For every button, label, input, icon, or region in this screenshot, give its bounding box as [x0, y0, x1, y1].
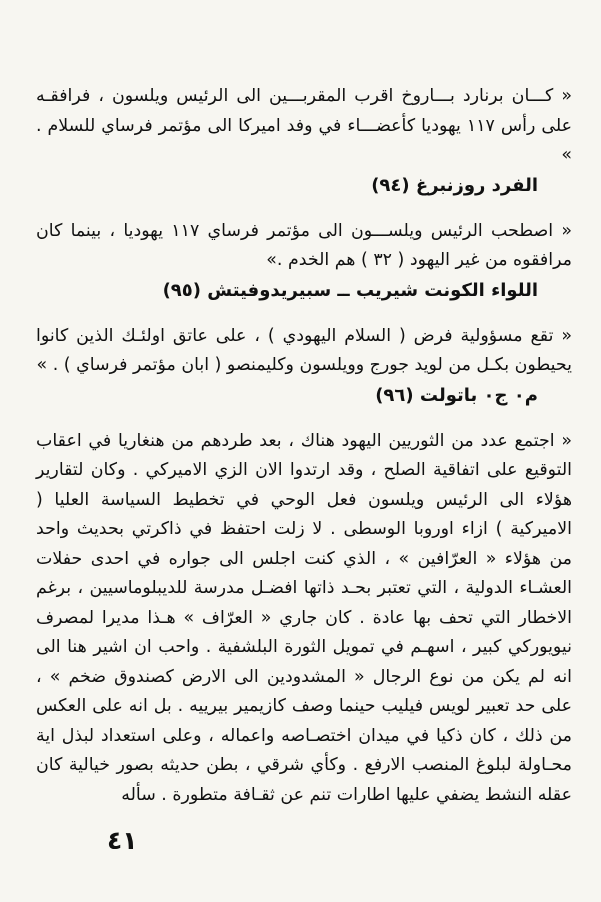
page-number: ٤١ [107, 826, 138, 855]
quote-paragraph: « اصطحب الرئيس ويلســـون الى مؤتمر فرساي ١١٧ يهوديا ، بينما كان مرافقوه من غير اليهود ( ٣٢ ) هم الخدم .» [36, 220, 572, 270]
quote-paragraph: « كـــان برنارد بـــاروخ اقرب المقربـــين الى الرئيس ويلسون ، فرافقـه على رأس ١١٧ يهوديا كأعضـــاء في وفد اميركا الى مؤتمر فرساي للسلام . » [36, 86, 572, 165]
quote-paragraph: « تقع مسؤولية فرض ( السلام اليهودي ) ، على عاتق اولئـك الذين كانوا يحيطون بكـل من لويد جورج وويلسون وكليمنصو ( ابان مؤتمر فرساي ) . » [36, 325, 572, 375]
body-paragraph: « اجتمع عدد من الثوريين اليهود هناك ، بعد طردهم من هنغاريا في اعقاب التوقيع على اتفاقية الصلح ، وقد ارتدوا الان الزي الاميركي . وكان لتقارير هؤلاء الى الرئيس ويلسون فعل الوحي في تخطيط السياسة العليا ( الاميركية ) ازاء اوروبا الوسطى . لا زلت احتفظ في ذاكرتي بحديث واحد من هؤلاء « العرّافين » ، الذي كنت اجلس الى جواره في احدى حفلات العشـاء الدولية ، التي تعتبر بحـد ذاتها افضـل مدرسة للديبلوماسيين ، برغم الاخطار التي تحف بها عادة . كان جاري « العرّاف » هـذا مديرا لمصرف نيويوركي كبير ، اسهـم في تمويل الثورة البلشفية . واحب ان اشير هنا الى انه لم يكن من نوع الرجال « المشدودين الى الارض كصندوق ضخم » ، على حد تعبير لويس فيليب حينما وصف كازيمير بيرييه . بل انه على العكس من ذلك ، كان ذكيا في ميدان اختصـاصه واعماله ، وعلى استعداد لبذل اية محـاولة لبلوغ المنصب الارفع . وكأي شرقي ، بطن حديثه بصور خيالية كان عقله النشط يضفي عليها اطارات تنم عن ثقـافة متطورة . سأله [36, 430, 572, 805]
quote-source: اللواء الكونت شيريب ــ سبيريدوفيتش (٩٥) [162, 279, 538, 301]
quote-source: م٠ ج٠ باتولت (٩٦) [375, 384, 538, 406]
page-body [36, 82, 572, 810]
quote-source: الفرد روزنبرغ (٩٤) [371, 174, 538, 196]
